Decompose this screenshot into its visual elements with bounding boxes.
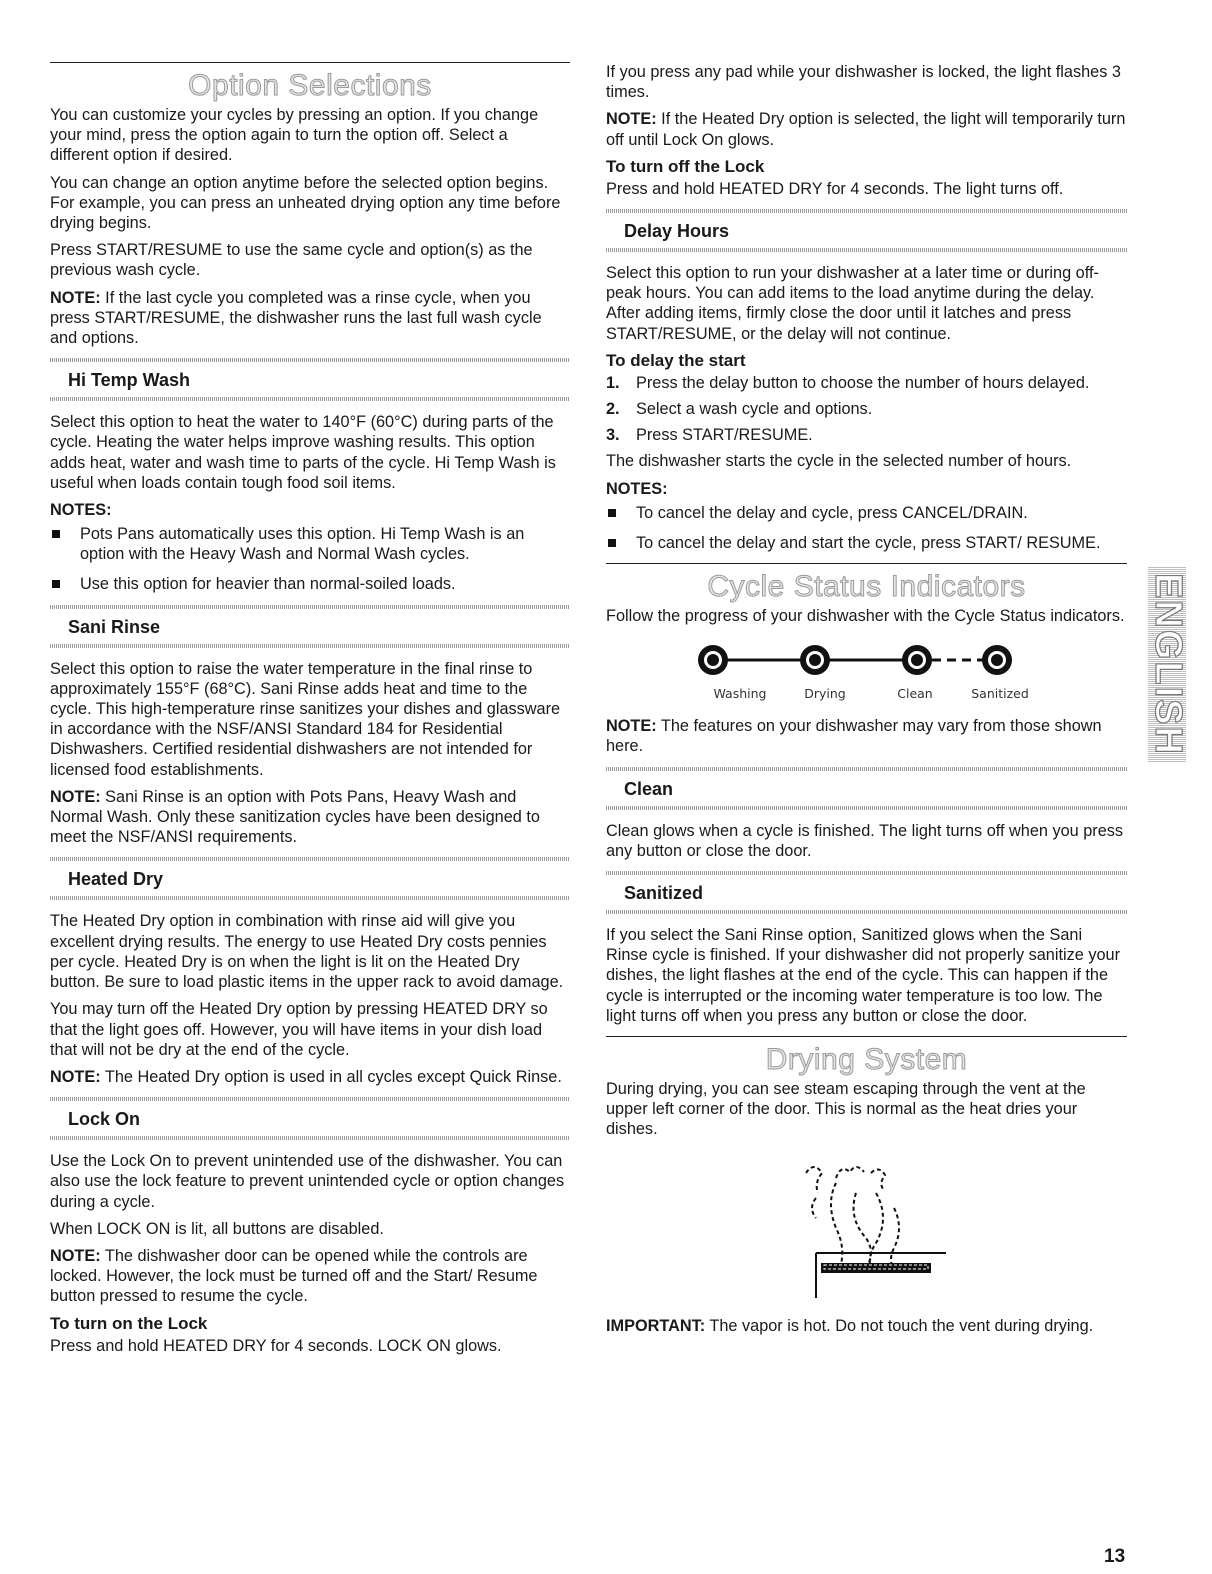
indicator-label-drying: Drying (804, 686, 846, 702)
paragraph: Select this option to run your dishwasher at a later time or during off-peak hours. You can add items to the load anytime during the delay. After adding items, firmly close the door until it latches and press START/RESUME, or the delay will not continue. (606, 264, 1099, 343)
list-item: Use this option for heavier than normal-soiled loads. (50, 574, 570, 594)
paragraph: Clean glows when a cycle is finished. The light turns off when you press any button or close the door. (606, 821, 1124, 860)
section-rule (50, 62, 570, 63)
clean-subhead (606, 767, 1127, 810)
note (50, 1067, 570, 1087)
sanitized-subhead (606, 871, 1127, 914)
paragraph: Select this option to heat the water to 140°F (60°C) during parts of the cycle. Heating the water helps improve washing results. This option adds heat, water and wash time to parts of the cycle. Hi Temp Wash is useful when loads contain tough food soil items. (50, 413, 556, 492)
subhead-title: Sanitized (624, 883, 704, 904)
note (50, 288, 570, 349)
notes-label: NOTES: (606, 479, 668, 498)
note-label: NOTE: (50, 787, 101, 806)
lock-on-subhead (50, 1097, 570, 1140)
step-item: 2. Select a wash cycle and options. (606, 400, 873, 419)
cycle-status-indicators (606, 638, 1127, 708)
hatch-rule (50, 1136, 570, 1140)
note-text: If the Heated Dry option is selected, the light will temporarily turn off until Lock On glows. (606, 110, 1126, 149)
side-tab-label: ENGLISH (1146, 572, 1189, 756)
paragraph: If you press any pad while your dishwasher is locked, the light flashes 3 times. (606, 63, 1121, 102)
washing-light-icon (698, 645, 728, 675)
turn-on-lock-heading: To turn on the Lock (50, 1313, 208, 1333)
steam-vent-illustration (796, 1153, 946, 1303)
paragraph: Press START/RESUME to use the same cycle and option(s) as the previous wash cycle. (50, 241, 533, 280)
paragraph: If you select the Sani Rinse option, Sanitized glows when the Sani Rinse cycle is finished. If your dishwasher did not properly sanitize your dishes, the light flashes at the end of the cycle. This can happen if the cycle is interrupted or the incoming water temperature is too low. The light turns off when you press any button or close the door. (606, 926, 1121, 1025)
clean-light-icon (902, 645, 932, 675)
paragraph: Select this option to raise the water temperature in the final rinse to approximately 155°F (68°C). Sani Rinse adds heat and time to the cycle. This high-temperature rinse sanitizes your dishes and glassware in accordance with the NSF/ANSI Standard 184 for Residential Dishwashers. Certified residential dishwashers are not intended for licensed food establishments. (50, 659, 561, 779)
note-text: The Heated Dry option is used in all cycles except Quick Rinse. (100, 1067, 562, 1086)
right-column (606, 62, 1127, 1343)
note (606, 109, 1127, 149)
delay-start-heading: To delay the start (606, 350, 746, 370)
note-text: The features on your dishwasher may vary from those shown here. (606, 717, 1102, 756)
subhead-title: Clean (624, 778, 674, 799)
step-item: 1. Press the delay button to choose the number of hours delayed. (606, 373, 1090, 392)
note-text: If the last cycle you completed was a rinse cycle, when you press START/RESUME, the dishwasher runs the last full wash cycle and options. (50, 288, 542, 348)
subhead-title: Lock On (68, 1109, 141, 1130)
paragraph: When LOCK ON is lit, all buttons are disabled. (50, 1219, 384, 1238)
note-label: NOTE: (606, 717, 657, 736)
paragraph: Follow the progress of your dishwasher with the Cycle Status indicators. (606, 607, 1125, 626)
list-item: To cancel the delay and start the cycle, press START/ RESUME. (606, 533, 1127, 553)
paragraph: Press and hold HEATED DRY for 4 seconds. LOCK ON glows. (50, 1336, 502, 1355)
hatch-rule (50, 644, 570, 648)
subhead-title: Sani Rinse (68, 616, 161, 637)
subhead-title: Heated Dry (68, 869, 164, 890)
hatch-rule (50, 397, 570, 401)
step-item: 3. Press START/RESUME. (606, 426, 813, 445)
paragraph: You can change an option anytime before the selected option begins. For example, you can press an unheated drying option any time before drying begins. (50, 173, 561, 233)
delay-hours-subhead (606, 209, 1127, 252)
note (606, 716, 1127, 756)
sani-rinse-subhead (50, 605, 570, 648)
option-selections-title: Option Selections (188, 69, 432, 102)
hatch-rule (50, 896, 570, 900)
note-label: NOTE: (50, 1067, 101, 1086)
indicator-label-washing: Washing (713, 686, 767, 702)
paragraph: The dishwasher starts the cycle in the selected number of hours. (606, 452, 1072, 471)
hatch-rule (606, 806, 1127, 810)
left-column (50, 62, 570, 1363)
hatch-rule (606, 248, 1127, 252)
sanitized-light-icon (982, 645, 1012, 675)
paragraph: Press and hold HEATED DRY for 4 seconds. The light turns off. (606, 179, 1064, 198)
note (50, 787, 570, 848)
subhead-title: Hi Temp Wash (68, 370, 191, 391)
note-text: The dishwasher door can be opened while the controls are locked. However, the lock must be turned off and the Start/ Resume button pressed to resume the cycle. (50, 1246, 538, 1306)
drying-system-title: Drying System (765, 1043, 968, 1077)
note-label: NOTE: (50, 288, 101, 307)
steps-list (606, 373, 1127, 446)
language-side-tab (1146, 566, 1189, 762)
square-bullet-icon (52, 530, 60, 538)
list-item: Pots Pans automatically uses this option. Hi Temp Wash is an option with the Heavy Wash and Normal Wash cycles. (50, 524, 570, 564)
hatch-rule (606, 910, 1127, 914)
important-text: The vapor is hot. Do not touch the vent during drying. (705, 1316, 1094, 1335)
bullet-list (50, 524, 570, 595)
square-bullet-icon (52, 580, 60, 588)
note (50, 1246, 570, 1307)
paragraph: During drying, you can see steam escaping through the vent at the upper left corner of the door. This is normal as the heat dries your dishes. (606, 1080, 1086, 1139)
section-rule (606, 1036, 1127, 1037)
paragraph: The Heated Dry option in combination with rinse aid will give you excellent drying results. The energy to use Heated Dry costs pennies per cycle. Heated Dry is on when the light is lit on the Heated Dry button. Be sure to load plastic items in the upper rack to avoid damage. (50, 912, 564, 992)
cycle-status-title: Cycle Status Indicators (707, 570, 1026, 604)
square-bullet-icon (608, 509, 616, 517)
page-number: 13 (1104, 1546, 1126, 1567)
indicator-label-clean: Clean (897, 686, 933, 702)
drying-light-icon (800, 645, 830, 675)
paragraph: You can customize your cycles by pressing an option. If you change your mind, press the option again to turn the option off. Select a different option if desired. (50, 106, 539, 165)
indicator-label-sanitized: Sanitized (971, 686, 1029, 702)
important-note (606, 1316, 1127, 1336)
note-label: NOTE: (50, 1246, 101, 1265)
note-text: Sani Rinse is an option with Pots Pans, Heavy Wash and Normal Wash. Only these sanitization cycles have been designed to meet the NSF/ANSI requirements. (50, 787, 540, 847)
square-bullet-icon (608, 539, 616, 547)
important-label: IMPORTANT: (606, 1316, 706, 1335)
paragraph: Use the Lock On to prevent unintended use of the dishwasher. You can also use the lock feature to prevent unintended cycle or option changes during a cycle. (50, 1152, 565, 1211)
section-rule (606, 563, 1127, 564)
paragraph: You may turn off the Heated Dry option by pressing HEATED DRY so that the light goes off. However, you will have items in your dish load that will not be dry at the end of the cycle. (50, 1000, 548, 1059)
notes-label: NOTES: (50, 501, 112, 520)
bullet-list (606, 503, 1127, 553)
subhead-title: Delay Hours (624, 221, 730, 242)
hi-temp-wash-subhead (50, 358, 570, 401)
list-item: To cancel the delay and cycle, press CANCEL/DRAIN. (606, 503, 1127, 523)
note-label: NOTE: (606, 110, 657, 129)
indicator-graphic (606, 638, 1127, 684)
heated-dry-subhead (50, 857, 570, 900)
turn-off-lock-heading: To turn off the Lock (606, 156, 765, 176)
